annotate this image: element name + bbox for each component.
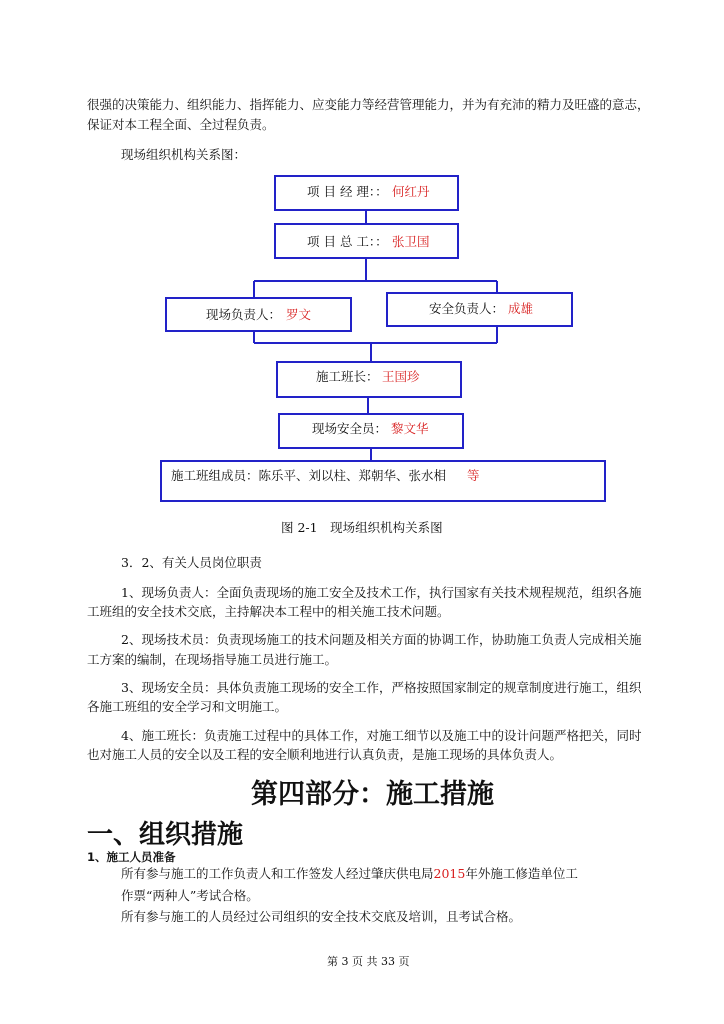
org-box-team-members: [160, 460, 606, 502]
duties-heading: 3．2、有关人员岗位职责: [121, 555, 262, 570]
team-members-label: 施工班组成员：陈乐平、刘以柱、郑朝华、张水相: [171, 468, 447, 483]
site-lead-name: 罗文: [286, 307, 312, 322]
diagram-caption: 现场组织机构关系图：: [121, 147, 247, 162]
personnel-para-1-line-2: 作票“两种人”考试合格。: [121, 888, 259, 903]
part-four-title: 第四部分：施工措施: [251, 779, 494, 810]
para-1-pre: 所有参与施工的工作负责人和工作签发人经过肇庆供电局: [121, 866, 434, 881]
intro-line-2: 保证对本工程全面、全过程负责。: [87, 117, 275, 132]
figure-caption: 图 2-1 现场组织机构关系图: [281, 520, 443, 535]
org-box-chief-engineer: [274, 223, 459, 259]
pm-label: 项 目 经 理：：: [307, 184, 388, 199]
duty-3-line-2: 各施工班组的安全学习和文明施工。: [87, 699, 288, 714]
org-box-safety-lead: [386, 292, 573, 327]
duty-3-line-1: 3、现场安全员：具体负责施工现场的安全工作，严格按照国家制定的规章制度进行施工，组织: [121, 680, 642, 695]
pm-name: 何红丹: [392, 184, 430, 199]
duty-1-line-2: 工班组的安全技术交底，主持解决本工程中的相关施工技术问题。: [87, 604, 450, 619]
foreman-name: 王国珍: [382, 369, 420, 384]
org-box-site-lead: [165, 297, 352, 332]
org-box-project-manager: [274, 175, 459, 211]
duty-1-line-1: 1、现场负责人：全面负责现场的施工安全及技术工作，执行国家有关技术规程规范，组织各施: [121, 585, 642, 600]
duty-2-line-1: 2、现场技术员：负责现场施工的技术问题及相关方面的协调工作，协助施工负责人完成相关施: [121, 632, 642, 647]
subsection-personnel-heading: 1、施工人员准备: [87, 850, 176, 864]
duty-4-line-1: 4、施工班长：负责施工过程中的具体工作，对施工细节以及施工中的设计问题严格把关，同时: [121, 728, 642, 743]
intro-line-1: 很强的决策能力、组织能力、指挥能力、应变能力等经营管理能力，并为有充沛的精力及旺盛的意志，: [87, 97, 650, 112]
personnel-para-2: 所有参与施工的人员经过公司组织的安全技术交底及培训，且考试合格。: [121, 909, 522, 924]
section-one-heading: 一、组织措施: [87, 820, 244, 850]
duty-2-line-2: 工方案的编制，在现场指导施工员进行施工。: [87, 652, 338, 667]
page-number: 第 3 页 共 33 页: [327, 955, 410, 968]
personnel-para-1-line-1: [121, 866, 578, 882]
org-box-foreman: [276, 361, 462, 398]
safety-lead-name: 成雄: [508, 301, 534, 316]
duty-4-line-2: 也对施工人员的安全以及工程的安全顺利地进行认真负责，是施工现场的具体负责人。: [87, 747, 563, 762]
chief-engineer-name: 张卫国: [392, 234, 430, 249]
foreman-label: 施工班长：: [316, 369, 379, 384]
safety-officer-name: 黎文华: [391, 421, 429, 436]
safety-lead-label: 安全负责人：: [429, 301, 505, 316]
org-box-safety-officer: [278, 413, 464, 449]
para-1-year: 2015: [433, 866, 466, 881]
safety-officer-label: 现场安全员：: [312, 421, 388, 436]
chief-engineer-label: 项 目 总 工：：: [307, 234, 388, 249]
para-1-post: 年外施工修造单位工: [465, 866, 578, 881]
team-members-suffix: 等: [467, 468, 480, 483]
site-lead-label: 现场负责人：: [206, 307, 282, 322]
